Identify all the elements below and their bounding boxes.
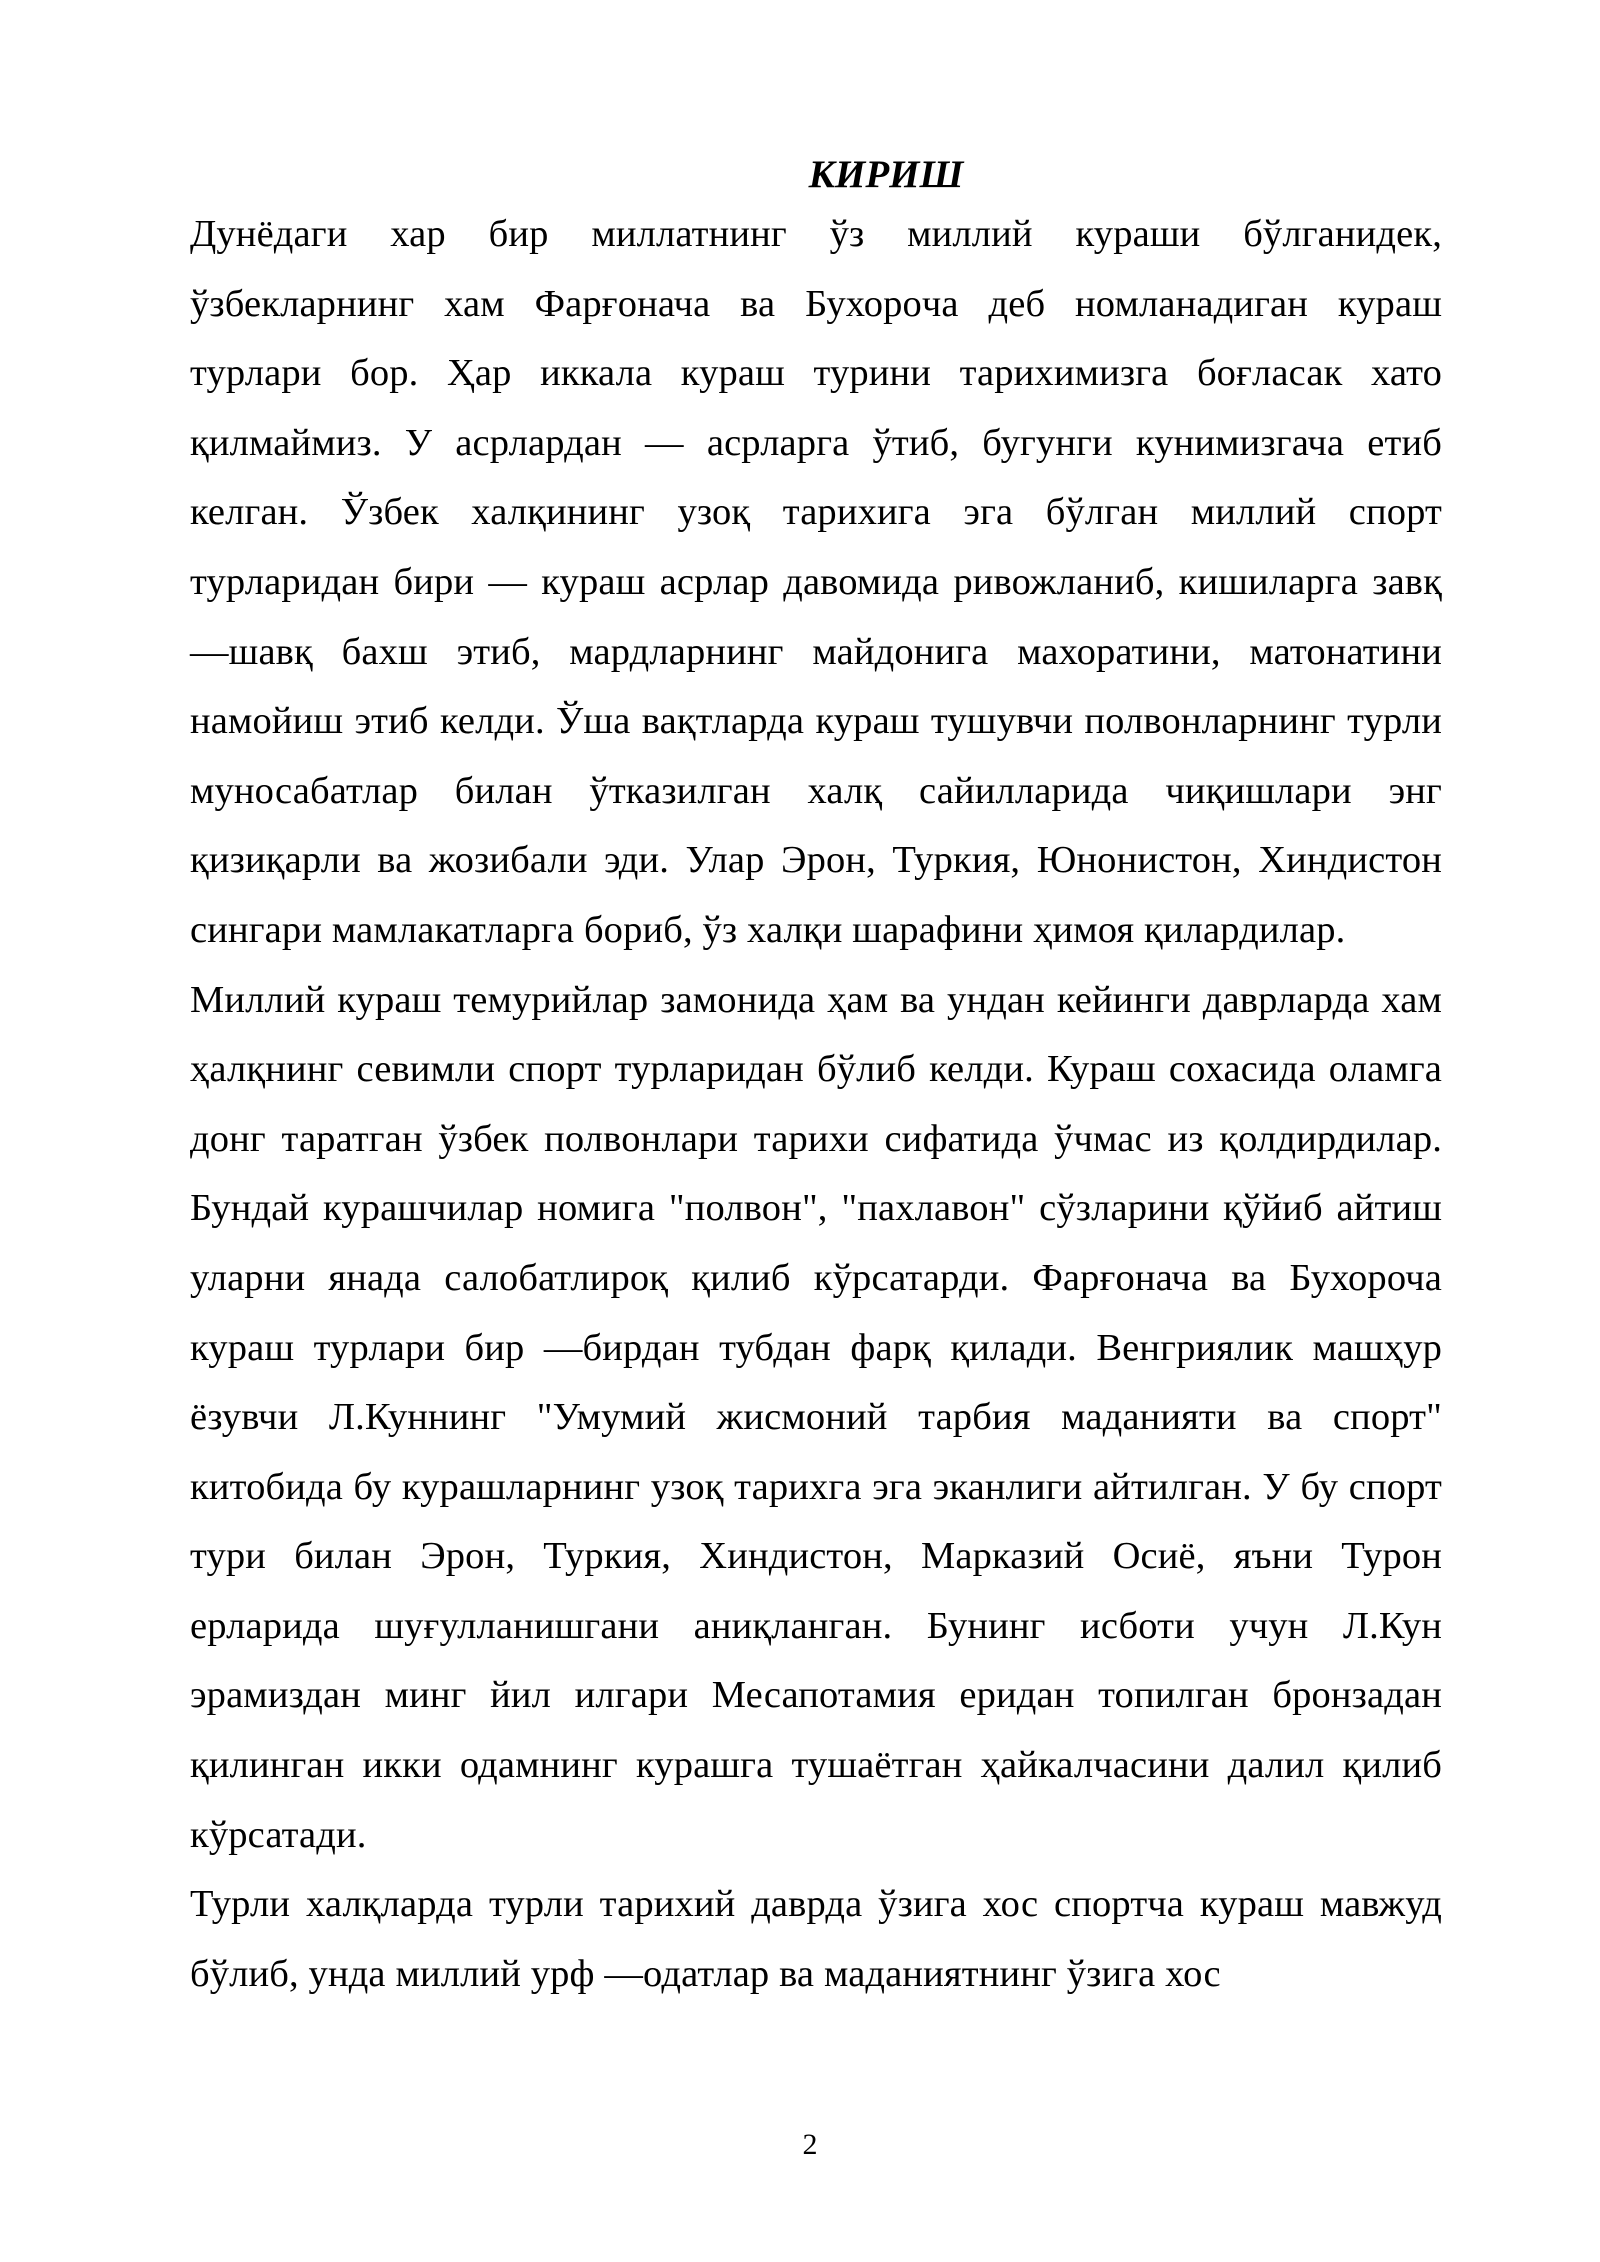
- page-body: [190, 150, 1442, 2009]
- paragraph-1: Дунёдаги хар бир миллатнинг ўз миллий кураши бўлганидек, ўзбекларнинг хам Фарғонача ва Бухорoча деб номланадиган кураш турлари бор. Ҳар иккала кураш турини тарихимизга боғласак хато қилмаймиз. У асрлардан — асрларга ўтиб, бугунги кунимизгача етиб келган. Ўзбек халқининг узоқ тарихига эга бўлган миллий спорт турларидан бири — кураш асрлар давомида ривожланиб, кишиларга завқ —шавқ бахш этиб, мардларнинг майдонига махоратини, матонатини намойиш этиб келди. Ўша вақтларда кураш тушувчи полвонларнинг турли муносабатлар билан ўтказилган халқ сайилларида чиқишлари энг қизиқарли ва жозибали эди. Улар Эрон, Туркия, Юнонистон, Хиндистон сингари мамлакатларга бориб, ўз халқи шарафини ҳимоя қилардилар.: [190, 213, 1442, 951]
- page-number: 2: [802, 2128, 818, 2161]
- paragraph-3: Турли халқларда турли тарихий даврда ўзига хос спортча кураш мавжуд бўлиб, унда миллий урф —одатлар ва маданиятнинг ўзига хос: [190, 1883, 1442, 1995]
- page-title: КИРИШ: [808, 153, 964, 196]
- paragraph-2: Миллий кураш темурийлар замонида ҳам ва ундан кейинги даврларда хам ҳалқнинг севимли спорт турларидан бўлиб келди. Кураш сохасида оламга донг таратган ўзбек полвонлари тарихи сифатида ўчмас из қолдирдилар. Бундай курашчилар номига "полвон", "пахлавон" сўзларини қўйиб айтиш уларни янада салобатлироқ қилиб кўрсатарди. Фарғонача ва Бухороча кураш турлари бир —бирдан тубдан фарқ қилади. Венгриялик машҳур ёзувчи Л.Куннинг "Умумий жисмоний тарбия маданияти ва спорт" китобида бу курашларнинг узоқ тарихга эга эканлиги айтилган. У бу спорт тури билан Эрон, Туркия, Хиндистон, Марказий Осиё, яъни Турон ерларида шуғулланишгани аниқланган. Бунинг исботи учун Л.Кун эрамиздан минг йил илгари Месапотамия еридан топилган бронзадан қилинган икки одамнинг курашга тушаётган ҳайкалчасини далил қилиб кўрсатади.: [190, 978, 1442, 1856]
